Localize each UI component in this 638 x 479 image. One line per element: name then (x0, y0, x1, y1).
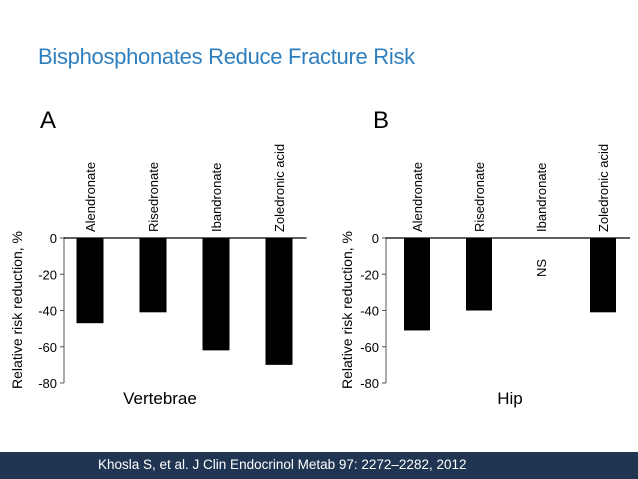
slide-title: Bisphosphonates Reduce Fracture Risk (38, 44, 415, 69)
category-label: Alendronate (83, 161, 98, 232)
x-axis-label: Vertebrae (123, 389, 197, 408)
y-tick-label: -60 (360, 339, 379, 355)
category-label: Zoledronic acid (596, 143, 611, 232)
x-axis-label: Hip (497, 389, 523, 408)
bar-risedronate (466, 238, 492, 311)
bar-risedronate (140, 238, 167, 312)
y-tick-label: -40 (38, 303, 57, 319)
y-tick-label: -80 (38, 376, 57, 391)
category-label: Alendronate (410, 161, 425, 232)
panel-letter: A (40, 107, 57, 134)
category-label: Risedronate (472, 161, 487, 232)
y-axis-label: Relative risk reduction, % (339, 231, 355, 389)
bar-alendronate (404, 238, 430, 330)
y-tick-label: -60 (38, 339, 57, 355)
category-label: Ibandronate (209, 162, 224, 232)
bar-zoledronic-acid (266, 238, 293, 365)
citation: Khosla S, et al. J Clin Endocrinol Metab 97: 2272–2282, 2012 (98, 457, 467, 472)
y-tick-label: 0 (49, 231, 57, 246)
y-tick-label: -80 (360, 376, 379, 391)
chart-panel-a (9, 107, 307, 408)
y-tick-label: -40 (360, 303, 379, 319)
category-label: Zoledronic acid (272, 143, 287, 232)
y-tick-label: -20 (38, 267, 57, 283)
bar-alendronate (77, 238, 104, 323)
y-axis-label: Relative risk reduction, % (9, 231, 25, 389)
panel-letter: B (373, 107, 390, 134)
y-tick-label: 0 (371, 231, 379, 246)
y-tick-label: -20 (360, 267, 379, 283)
chart-panel-b (339, 107, 630, 408)
bar-ibandronate (203, 238, 230, 350)
bar-zoledronic-acid (590, 238, 616, 312)
category-label: Risedronate (146, 161, 161, 232)
annotation-ns: NS (534, 258, 549, 278)
category-label: Ibandronate (534, 162, 549, 232)
